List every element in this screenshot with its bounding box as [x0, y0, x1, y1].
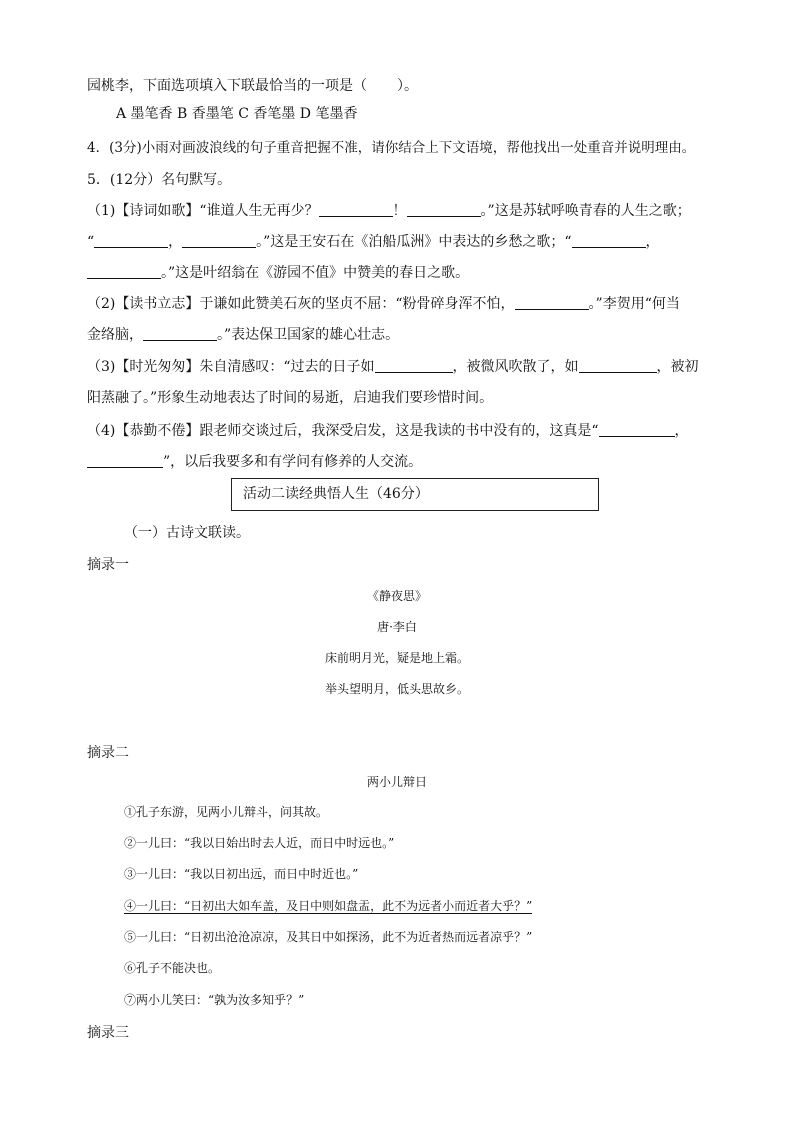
- q5-title: 5．(12分）名句默写。: [87, 172, 232, 188]
- q5-p2-line2: 金络脑， 。”表达保卫国家的雄心壮志。: [87, 327, 400, 343]
- q5-p4-line2: ”，以后我要多和有学问有修养的人交流。: [87, 452, 422, 472]
- q5-p2-line1: （2)【读书立志】于谦如此赞美石灰的坚贞不屈：“粉骨碎身浑不怕， 。”李贺用“何当: [87, 296, 680, 312]
- excerpt2-title: 两小儿辩日: [366, 775, 427, 789]
- excerpt2-sentence-1: ①孔子东游，见两小儿辩斗，问其故。: [124, 805, 329, 819]
- excerpt2-sentence-5: ⑤一儿曰：“日初出沧沧凉凉，及其日中如探汤，此不为近者热而远者凉乎？”: [124, 930, 533, 944]
- excerpt1-label: 摘录一: [87, 557, 129, 573]
- blank-8[interactable]: [143, 326, 217, 341]
- q3-stem: 园桃李，下面选项填入下联最恰当的一项是（ ）。: [87, 78, 418, 94]
- excerpt2-sentence-2: ②一儿曰：“我以日始出时去人近，而日中时远也。”: [124, 836, 395, 850]
- q5-p3-line1: （3)【时光匆匆】朱自清感叹：“过去的日子如 ，被微风吹散了，如 ，被初: [87, 359, 699, 375]
- blank-2[interactable]: [407, 202, 481, 217]
- excerpt2-label: 摘录二: [87, 745, 129, 761]
- q5-p1-line1: （1)【诗词如歌】“谁道人生无再少？ ！ 。”这是苏轼呼唤青春的人生之歌；: [87, 203, 691, 219]
- excerpt2-sentence-7: ⑦两小儿笑曰：“孰为汝多知乎？”: [124, 993, 305, 1007]
- q5-p3-line2: 阳蒸融了。”形象生动地表达了时间的易逝，启迪我们要珍惜时间。: [87, 390, 494, 406]
- q5-p4-line1: （4)【恭勤不倦】跟老师交谈过后，我深受启发，这是我读的书中没有的，这真是“ ，: [87, 423, 689, 439]
- blank-12[interactable]: [87, 453, 163, 468]
- blank-9[interactable]: [375, 358, 453, 373]
- excerpt1-line1: 床前明月光，疑是地上霜。: [324, 651, 469, 665]
- q4-text: 4．(3分)小雨对画波浪线的句子重音把握不准，请你结合上下文语境，帮他找出一处重音并说明理由。: [87, 140, 696, 156]
- excerpt1-title: 《静夜思》: [366, 589, 427, 603]
- blank-6[interactable]: [87, 264, 161, 279]
- blank-11[interactable]: [599, 422, 675, 437]
- blank-10[interactable]: [579, 358, 657, 373]
- blank-7[interactable]: [515, 295, 589, 310]
- excerpt2-sentence-4: [124, 896, 532, 916]
- q3-options: A 墨笔香 B 香墨笔 C 香笔墨 D 笔墨香: [116, 106, 358, 122]
- blank-3[interactable]: [94, 233, 168, 248]
- q5-p1-line3: 。”这是叶绍翁在《游园不值》中赞美的春日之歌。: [87, 263, 469, 283]
- q5-p1-line2: “ ， 。”这是王安石在《泊船瓜洲》中表达的乡愁之歌；“ ，: [87, 234, 660, 250]
- excerpt2-sentence-6: ⑥孔子不能决也。: [124, 961, 221, 975]
- excerpt1-author: 唐·李白: [377, 620, 417, 634]
- wavy-underlined-sentence: ④一儿曰：“日初出大如车盖，及日中则如盘盂，此不为远者小而近者大乎？”: [124, 899, 533, 913]
- blank-5[interactable]: [572, 233, 646, 248]
- blank-1[interactable]: [319, 202, 393, 217]
- excerpt1-line2: 举头望明月，低头思故乡。: [324, 682, 469, 696]
- activity2-title-box: [231, 478, 599, 511]
- section1-label: （一）古诗文联读。: [124, 525, 250, 541]
- excerpt3-label: 摘录三: [87, 1025, 129, 1041]
- activity2-title: 活动二读经典悟人生（46分）: [243, 486, 429, 502]
- blank-4[interactable]: [182, 233, 256, 248]
- excerpt2-sentence-3: ③一儿曰：“我以日初出远，而日中时近也。”: [124, 867, 359, 881]
